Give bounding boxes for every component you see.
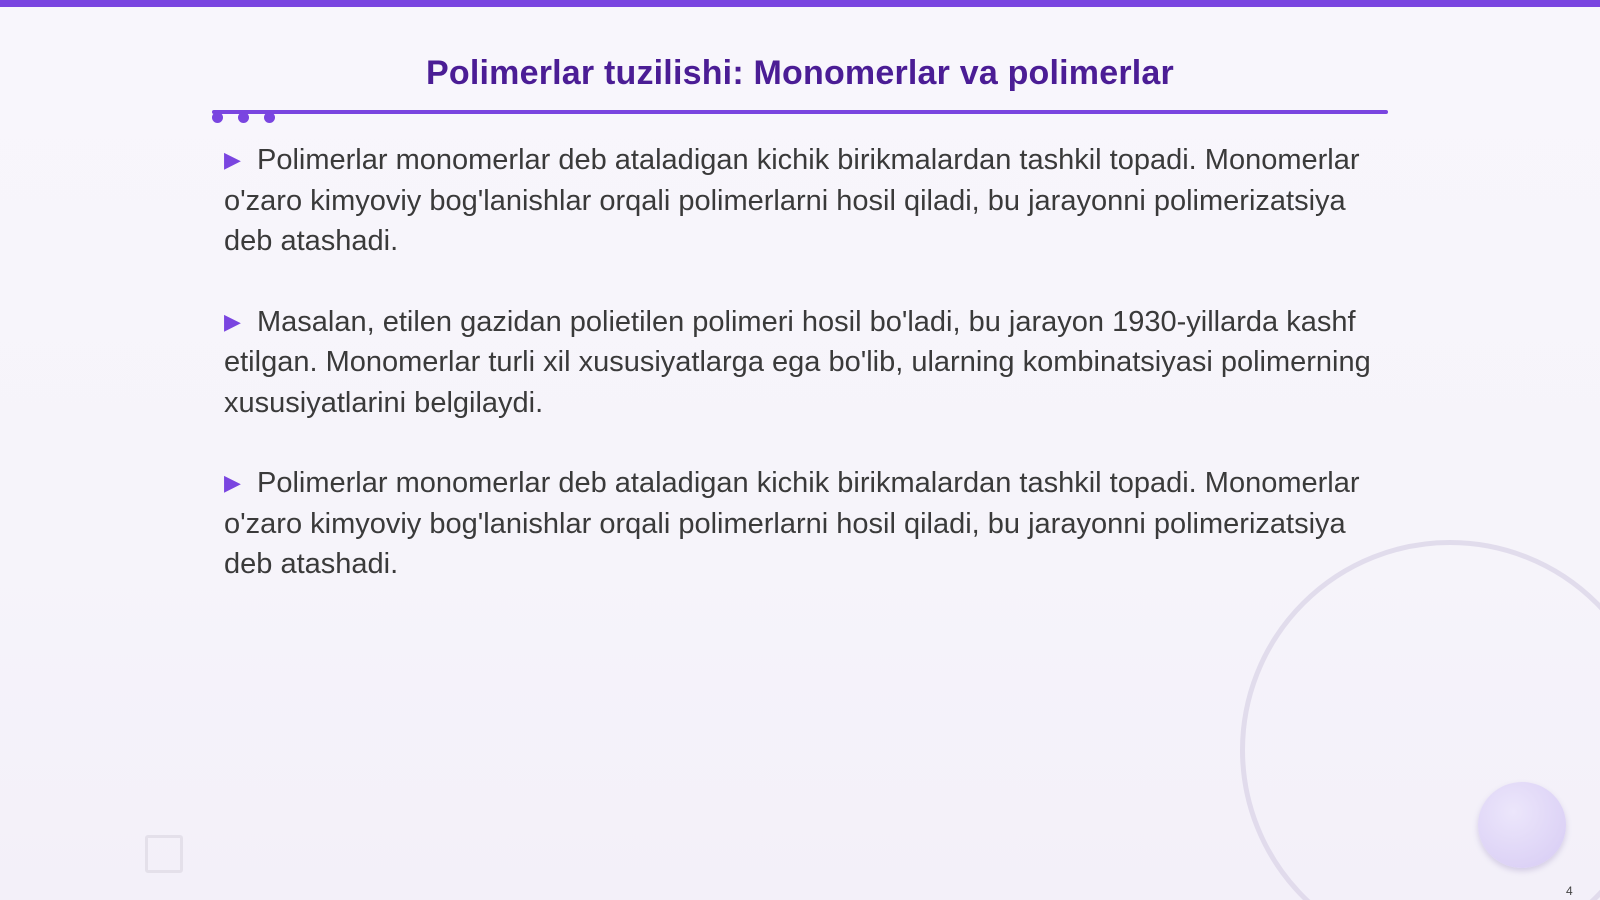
bullet-text: Masalan, etilen gazidan polietilen polimeri hosil bo'ladi, bu jarayon 1930-yillarda kashf etilgan. Monomerlar turli xil xususiyatlarga ega bo'lib, ularning kombinatsiyasi polimerning xususiyatlarini belgilaydi. bbox=[224, 305, 1371, 419]
bullet-text: Polimerlar monomerlar deb ataladigan kichik birikmalardan tashkil topadi. Monomerlar o'zaro kimyoviy bog'lanishlar orqali polimerlarni hosil qiladi, bu jarayonni polimerizatsiya deb atashadi. bbox=[224, 467, 1360, 580]
slide-title: Polimerlar tuzilishi: Monomerlar va polimerlar bbox=[426, 54, 1174, 92]
decoration-dot bbox=[212, 112, 223, 123]
triangle-right-icon: ▶ bbox=[224, 147, 241, 172]
decorative-blob bbox=[1478, 782, 1566, 868]
bullet-item bbox=[224, 463, 1374, 585]
decoration-dot bbox=[238, 112, 249, 123]
decoration-dot bbox=[264, 112, 275, 123]
top-accent-bar bbox=[0, 0, 1600, 7]
bullet-item bbox=[224, 140, 1374, 262]
bullet-text: Polimerlar monomerlar deb ataladigan kichik birikmalardan tashkil topadi. Monomerlar o'zaro kimyoviy bog'lanishlar orqali polimerlarni hosil qiladi, bu jarayonni polimerizatsiya deb atashadi. bbox=[224, 144, 1360, 257]
decorative-square bbox=[145, 835, 183, 873]
page-number: 4 bbox=[1566, 884, 1573, 898]
bullet-item bbox=[224, 302, 1374, 424]
bullet-list bbox=[224, 140, 1374, 625]
triangle-right-icon: ▶ bbox=[224, 308, 241, 334]
triangle-right-icon: ▶ bbox=[224, 470, 241, 495]
title-underline bbox=[212, 110, 1388, 114]
title-dots-decoration bbox=[212, 112, 282, 126]
